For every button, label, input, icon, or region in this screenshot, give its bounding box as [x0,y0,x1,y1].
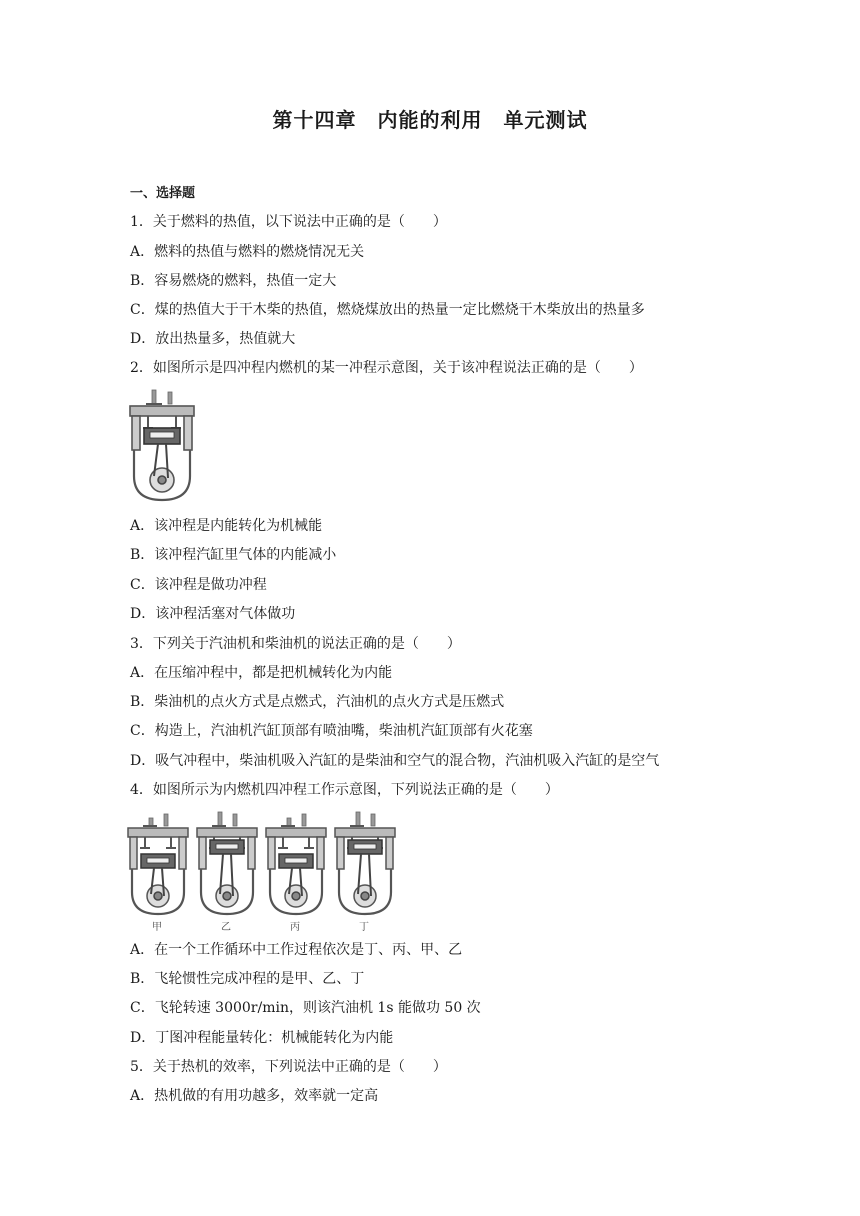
q4-option-d: D．丁图冲程能量转化：机械能转化为内能 [130,1030,394,1046]
engine-figure-label-1: 甲 [152,922,162,933]
q1-option-a: A．燃料的热值与燃料的燃烧情况无关 [130,244,365,260]
engine-figure-label-3: 丙 [290,922,300,933]
engine-figure-3 [264,810,328,920]
page-title: 第十四章 内能的利用 单元测试 [272,108,588,132]
q1-option-b: B．容易燃烧的燃料，热值一定大 [130,273,337,289]
q4-option-c: C．飞轮转速 3000r/min，则该汽油机 1s 能做功 50 次 [130,1000,481,1016]
engine-diagram [130,390,194,500]
q4-option-a: A．在一个工作循环中工作过程依次是丁、丙、甲、乙 [130,942,463,958]
q1-option-c: C．煤的热值大于干木柴的热值，燃烧煤放出的热量一定比燃烧干木柴放出的热量多 [130,302,645,318]
q4-option-b: B．飞轮惯性完成冲程的是甲、乙、丁 [130,971,365,987]
q3-option-a: A．在压缩冲程中，都是把机械转化为内能 [130,665,393,681]
q3-option-d: D．吸气冲程中，柴油机吸入汽缸的是柴油和空气的混合物，汽油机吸入汽缸的是空气 [130,753,660,769]
engine-figure-4 [333,810,397,920]
q3-stem: 3．下列关于汽油机和柴油机的说法正确的是（ ） [130,636,461,652]
q4-stem: 4．如图所示为内燃机四冲程工作示意图，下列说法正确的是（ ） [130,782,559,798]
q2-option-d: D．该冲程活塞对气体做功 [130,606,296,622]
q2-option-c: C．该冲程是做功冲程 [130,577,267,593]
engine-figure-label-2: 乙 [221,922,231,933]
q2-option-b: B．该冲程汽缸里气体的内能减小 [130,547,337,563]
q2-option-a: A．该冲程是内能转化为机械能 [130,518,323,534]
q3-option-c: C．构造上，汽油机汽缸顶部有喷油嘴，柴油机汽缸顶部有火花塞 [130,723,533,739]
engine-figure-2 [195,810,259,920]
q5-stem: 5．关于热机的效率，下列说法中正确的是（ ） [130,1059,447,1075]
q1-stem: 1．关于燃料的热值，以下说法中正确的是（ ） [130,214,447,230]
q3-option-b: B．柴油机的点火方式是点燃式，汽油机的点火方式是压燃式 [130,694,505,710]
section-heading: 一、选择题 [130,186,196,201]
q2-stem: 2．如图所示是四冲程内燃机的某一冲程示意图，关于该冲程说法正确的是（ ） [130,360,643,376]
q4-engine-figures [126,810,406,934]
q1-option-d: D．放出热量多，热值就大 [130,331,296,347]
q5-option-a: A．热机做的有用功越多，效率就一定高 [130,1088,379,1104]
q2-engine-figure [128,388,196,508]
engine-figure-label-4: 丁 [359,922,369,933]
engine-figure-1 [126,810,190,920]
